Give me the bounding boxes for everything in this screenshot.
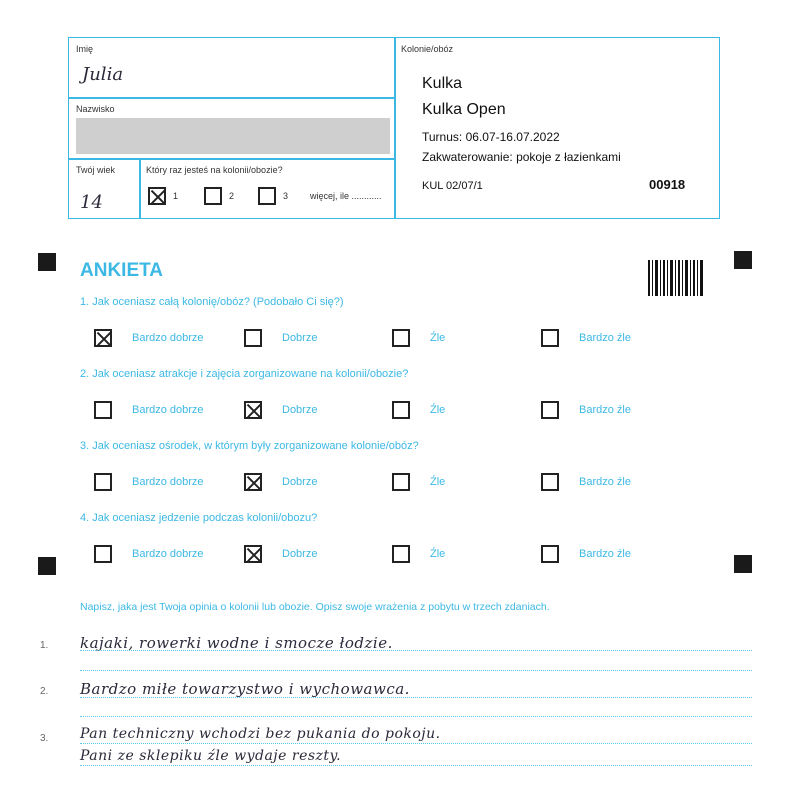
q3-option-zle: Źle xyxy=(430,476,446,488)
opinion-line-2: Bardzo miłe towarzystwo i wychowawca. xyxy=(80,680,410,698)
line-number-2: 2. xyxy=(40,686,49,697)
header-divider-1 xyxy=(68,97,395,99)
header-divider-vertical xyxy=(394,37,396,218)
q3-option-bardzo-zle: Bardzo źle xyxy=(579,476,631,488)
barcode-icon xyxy=(648,260,703,296)
q4-option-zle: Źle xyxy=(430,548,446,560)
line-number-1: 1. xyxy=(40,640,49,651)
q4-bardzo-zle-checkbox[interactable] xyxy=(541,545,559,563)
q3-bardzo-zle-checkbox[interactable] xyxy=(541,473,559,491)
q2-option-zle: Źle xyxy=(430,404,446,416)
dotted-line xyxy=(80,743,752,744)
question-2: 2. Jak oceniasz atrakcje i zajęcia zorganizowane na kolonii/obozie? xyxy=(80,368,409,380)
surname-label: Nazwisko xyxy=(76,104,115,114)
times-checkbox-2[interactable] xyxy=(204,187,222,205)
question-1: 1. Jak oceniasz całą kolonię/obóz? (Podobało Ci się?) xyxy=(80,296,344,308)
q4-option-bardzo-zle: Bardzo źle xyxy=(579,548,631,560)
q2-bardzo-dobrze-checkbox[interactable] xyxy=(94,401,112,419)
q2-dobrze-checkbox[interactable] xyxy=(244,401,262,419)
age-value: 14 xyxy=(80,192,103,213)
q1-zle-checkbox[interactable] xyxy=(392,329,410,347)
registration-mark-mid-left xyxy=(38,557,56,575)
dotted-line xyxy=(80,670,752,671)
registration-mark-top-left xyxy=(38,253,56,271)
times-more: więcej, ile ............ xyxy=(310,191,382,201)
q1-option-dobrze: Dobrze xyxy=(282,332,318,344)
times-option-1: 1 xyxy=(173,191,179,201)
q1-bardzo-zle-checkbox[interactable] xyxy=(541,329,559,347)
q3-dobrze-checkbox[interactable] xyxy=(244,473,262,491)
times-checkbox-1[interactable] xyxy=(148,187,166,205)
q4-bardzo-dobrze-checkbox[interactable] xyxy=(94,545,112,563)
turnus-value: 06.07-16.07.2022 xyxy=(465,130,560,144)
line-number-3: 3. xyxy=(40,733,49,744)
q2-zle-checkbox[interactable] xyxy=(392,401,410,419)
q1-bardzo-dobrze-checkbox[interactable] xyxy=(94,329,112,347)
camp-subname: Kulka Open xyxy=(422,101,506,118)
q4-option-dobrze: Dobrze xyxy=(282,548,318,560)
q2-option-dobrze: Dobrze xyxy=(282,404,318,416)
q1-option-bardzo-zle: Bardzo źle xyxy=(579,332,631,344)
q3-option-dobrze: Dobrze xyxy=(282,476,318,488)
q3-option-bardzo-dobrze: Bardzo dobrze xyxy=(132,476,204,488)
opinion-line-1: kajaki, rowerki wodne i smocze łodzie. xyxy=(80,634,393,652)
times-option-3: 3 xyxy=(283,191,289,201)
camp-number: 00918 xyxy=(649,177,686,192)
accommodation xyxy=(422,150,621,164)
q2-option-bardzo-dobrze: Bardzo dobrze xyxy=(132,404,204,416)
dotted-line xyxy=(80,716,752,717)
opinion-prompt: Napisz, jaka jest Twoja opinia o kolonii lub obozie. Opisz swoje wrażenia z pobytu w trzech zdaniach. xyxy=(80,601,550,613)
opinion-line-3: Pan techniczny wchodzi bez pukania do pokoju. xyxy=(80,726,441,742)
turnus-label: Turnus: xyxy=(422,130,463,144)
surname-redacted xyxy=(76,118,390,154)
q2-option-bardzo-zle: Bardzo źle xyxy=(579,404,631,416)
times-option-2: 2 xyxy=(229,191,235,201)
age-label: Twój wiek xyxy=(76,165,116,175)
dotted-line xyxy=(80,697,752,698)
name-value: Julia xyxy=(82,64,124,85)
camp-name: Kulka xyxy=(422,75,463,92)
opinion-line-4: Pani ze sklepiku źle wydaje reszty. xyxy=(80,748,342,764)
header-divider-2 xyxy=(68,158,395,160)
q3-zle-checkbox[interactable] xyxy=(392,473,410,491)
question-3: 3. Jak oceniasz ośrodek, w którym były zorganizowane kolonie/obóz? xyxy=(80,440,419,452)
turnus xyxy=(422,130,560,144)
times-label: Który raz jesteś na kolonii/obozie? xyxy=(146,165,283,175)
survey-title: ANKIETA xyxy=(80,260,164,281)
camp-code: KUL 02/07/1 xyxy=(422,180,483,192)
q1-option-zle: Źle xyxy=(430,332,446,344)
q4-dobrze-checkbox[interactable] xyxy=(244,545,262,563)
accommodation-value: pokoje z łazienkami xyxy=(516,150,621,164)
q4-zle-checkbox[interactable] xyxy=(392,545,410,563)
times-checkbox-3[interactable] xyxy=(258,187,276,205)
q1-option-bardzo-dobrze: Bardzo dobrze xyxy=(132,332,204,344)
q2-bardzo-zle-checkbox[interactable] xyxy=(541,401,559,419)
q4-option-bardzo-dobrze: Bardzo dobrze xyxy=(132,548,204,560)
question-4: 4. Jak oceniasz jedzenie podczas kolonii/obozu? xyxy=(80,512,318,524)
registration-mark-mid-right xyxy=(734,555,752,573)
name-label: Imię xyxy=(76,44,94,54)
accommodation-label: Zakwaterowanie: xyxy=(422,150,513,164)
dotted-line xyxy=(80,650,752,651)
registration-mark-top-right xyxy=(734,251,752,269)
q3-bardzo-dobrze-checkbox[interactable] xyxy=(94,473,112,491)
header-divider-age xyxy=(139,158,141,218)
q1-dobrze-checkbox[interactable] xyxy=(244,329,262,347)
camp-label: Kolonie/obóz xyxy=(401,44,454,54)
dotted-line xyxy=(80,765,752,766)
